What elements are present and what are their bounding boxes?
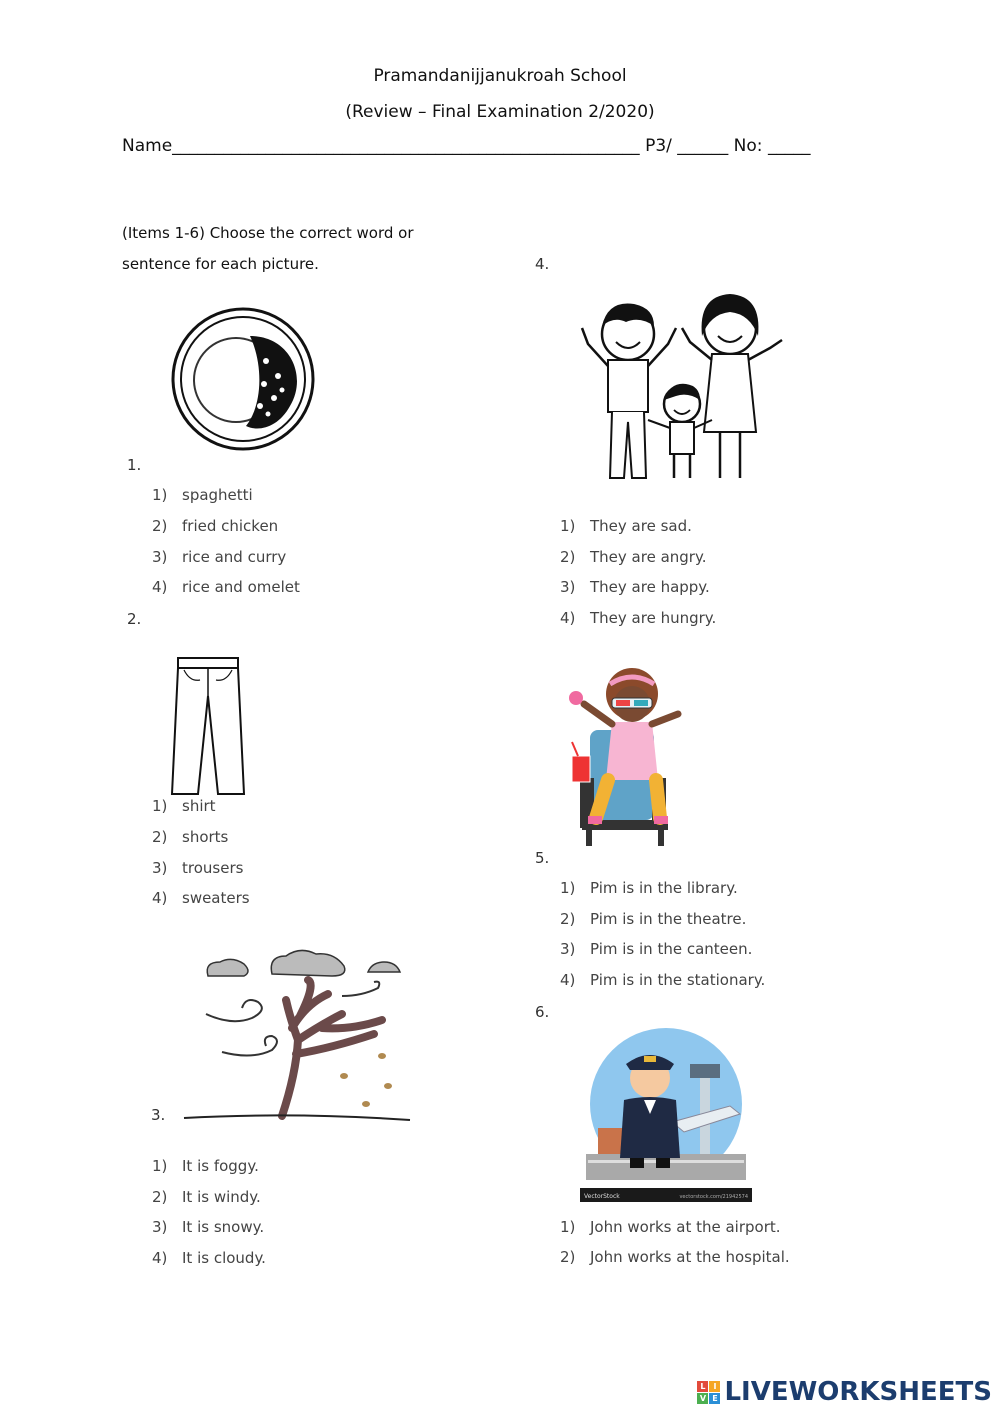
logo-letter-e: E [709,1393,720,1404]
option-number: 2) [152,828,168,846]
logo-text: LIVEWORKSHEETS [724,1377,992,1407]
option-text: They are hungry. [590,609,717,627]
q3-option-1[interactable] [152,1157,259,1175]
option-text: rice and omelet [182,578,300,596]
question-1-number: 1. [127,456,142,474]
question-5-number: 5. [535,849,550,867]
q1-option-1[interactable] [152,486,253,504]
option-number: 1) [560,1218,576,1236]
option-text: rice and curry [182,548,287,566]
q5-option-3[interactable] [560,940,752,958]
option-number: 2) [152,1188,168,1206]
option-text: Pim is in the library. [590,879,738,897]
stock-watermark-id: vectorstock.com/21942574 [679,1194,748,1200]
option-number: 1) [152,797,168,815]
q4-option-1[interactable] [560,517,692,535]
option-text: It is foggy. [182,1157,259,1175]
option-number: 1) [152,1157,168,1175]
q3-option-2[interactable] [152,1188,261,1206]
option-text: Pim is in the canteen. [590,940,753,958]
trousers-picture [168,656,248,796]
exam-title: (Review – Final Examination 2/2020) [345,102,655,122]
question-6-number: 6. [535,1003,550,1021]
q4-option-4[interactable] [560,609,716,627]
option-number: 3) [560,940,576,958]
q5-option-2[interactable] [560,910,746,928]
stock-watermark: VectorStock [584,1193,620,1200]
logo-letter-l: L [697,1381,708,1392]
logo-letter-v: V [697,1393,708,1404]
option-text: trousers [182,859,244,877]
q2-option-4[interactable] [152,889,250,907]
option-text: It is snowy. [182,1218,265,1236]
number-blank[interactable]: _____ [767,136,811,156]
q2-option-1[interactable] [152,797,216,815]
number-label: No: [733,136,763,156]
q3-option-4[interactable] [152,1249,266,1267]
option-text: It is cloudy. [182,1249,266,1267]
class-label: P3/ [645,136,672,156]
liveworksheets-logo[interactable] [697,1377,992,1407]
q4-option-3[interactable] [560,578,710,596]
q3-option-3[interactable] [152,1218,264,1236]
option-number: 3) [152,1218,168,1236]
option-text: sweaters [182,889,250,907]
option-number: 1) [152,486,168,504]
option-text: Pim is in the stationary. [590,971,766,989]
option-number: 3) [560,578,576,596]
q2-option-3[interactable] [152,859,243,877]
option-text: shirt [182,797,216,815]
name-blank[interactable]: _______________________________________________________ [172,136,640,156]
pilot-at-airport-picture [580,1018,752,1204]
option-number: 4) [560,971,576,989]
option-text: They are sad. [590,517,692,535]
option-number: 4) [152,1249,168,1267]
option-number: 3) [152,548,168,566]
option-text: John works at the hospital. [590,1248,790,1266]
option-text: spaghetti [182,486,253,504]
logo-mark-icon [697,1381,720,1404]
rice-omelet-plate-picture [170,306,316,452]
q1-option-3[interactable] [152,548,286,566]
girl-in-theatre-picture [560,660,690,850]
option-text: fried chicken [182,517,279,535]
option-number: 4) [152,578,168,596]
question-3-number: 3. [151,1106,166,1124]
option-number: 1) [560,517,576,535]
q1-option-2[interactable] [152,517,278,535]
logo-letter-i: I [709,1381,720,1392]
q5-option-1[interactable] [560,879,738,897]
option-text: John works at the airport. [590,1218,781,1236]
school-name: Pramandanijjanukroah School [373,66,627,86]
option-number: 2) [560,910,576,928]
question-4-number: 4. [535,255,550,273]
option-text: Pim is in the theatre. [590,910,747,928]
happy-family-picture [578,292,788,486]
class-blank[interactable]: ______ [677,136,729,156]
option-text: shorts [182,828,229,846]
option-number: 2) [560,1248,576,1266]
option-number: 2) [152,517,168,535]
question-2-number: 2. [127,610,142,628]
option-number: 4) [560,609,576,627]
windy-tree-picture [182,944,412,1124]
q4-option-2[interactable] [560,548,706,566]
q5-option-4[interactable] [560,971,765,989]
option-number: 1) [560,879,576,897]
instruction-line-2: sentence for each picture. [122,255,319,273]
option-text: They are happy. [590,578,710,596]
option-text: It is windy. [182,1188,261,1206]
name-line [122,136,810,156]
q1-option-4[interactable] [152,578,300,596]
q6-option-2[interactable] [560,1248,790,1266]
instruction-line-1: (Items 1-6) Choose the correct word or [122,224,414,242]
option-number: 3) [152,859,168,877]
q2-option-2[interactable] [152,828,228,846]
name-label: Name [122,136,173,156]
q6-option-1[interactable] [560,1218,781,1236]
option-text: They are angry. [590,548,707,566]
option-number: 2) [560,548,576,566]
option-number: 4) [152,889,168,907]
